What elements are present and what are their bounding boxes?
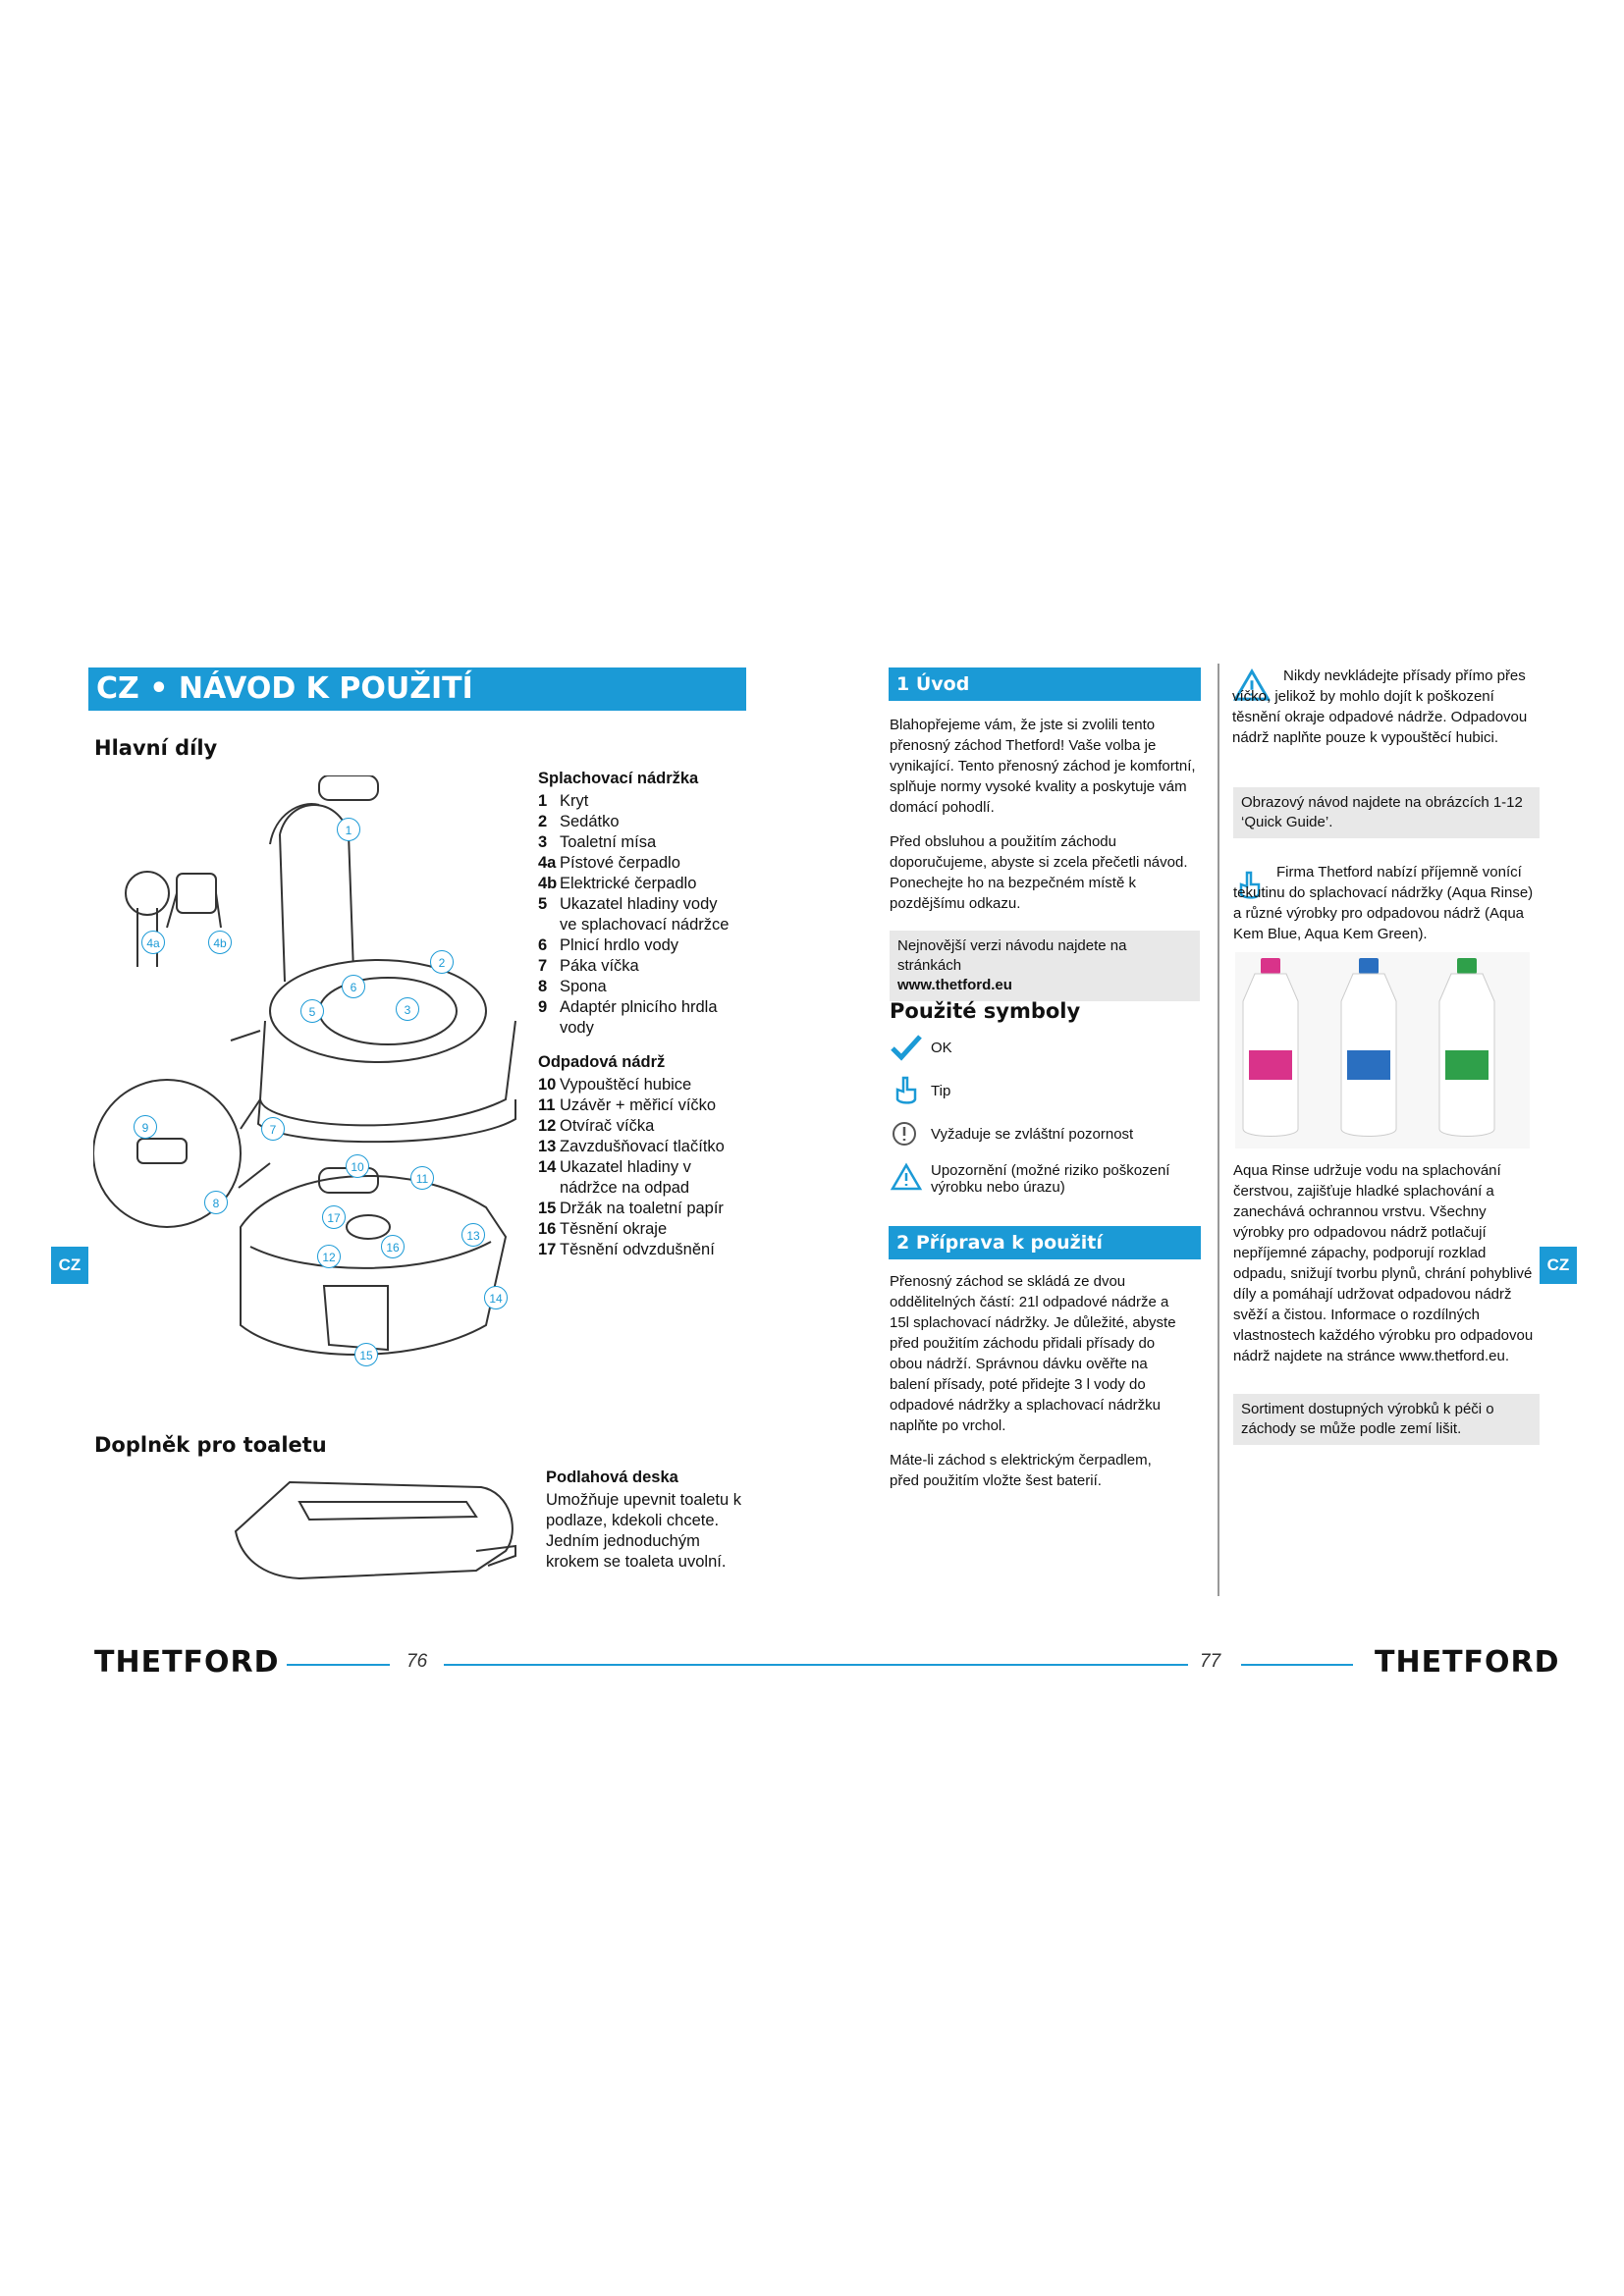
callout-number: 14 (484, 1286, 508, 1309)
part-item: 15 Držák na toaletní papír (538, 1200, 724, 1217)
product-bottles-image (1235, 952, 1530, 1148)
callout-number: 16 (381, 1235, 405, 1258)
callout-number: 7 (261, 1117, 285, 1141)
part-item: 2 Sedátko (538, 813, 620, 830)
callout-number: 8 (204, 1191, 228, 1214)
symbol-warning: Upozornění (možné riziko poškození výrobku nebo úrazu) (890, 1162, 1204, 1196)
website-note-box (890, 931, 1200, 1001)
floor-plate-block (546, 1468, 747, 1573)
page-number-right: 77 (1200, 1651, 1221, 1672)
callout-number: 10 (346, 1154, 369, 1178)
symbols-heading: Použité symboly (890, 999, 1081, 1023)
attention-icon (890, 1119, 923, 1148)
part-item: 10 Vypouštěcí hubice (538, 1076, 692, 1094)
footer-rule (444, 1664, 1188, 1666)
preparation-heading: 2 Příprava k použití (889, 1226, 1201, 1259)
main-parts-heading: Hlavní díly (94, 736, 218, 760)
thetford-logo-right: THETFORD (1375, 1645, 1560, 1680)
aqua-kem-green-bottle (1439, 958, 1494, 1137)
callout-number: 2 (430, 950, 454, 974)
part-item: 7 Páka víčka (538, 957, 639, 975)
aqua-products-text: Aqua Rinse udržuje vodu na splachování čerstvou, zajišťuje hladké splachování a zanechává ochrannou vrstvu. Všechny výrobky pro odpadovou nádrž potlačují nepříjemné zápachy, podporují rozklad odpadu, snižují tvorbu plynů, chrání pohyblivé díly a pomáhají udržovat odpadovou nádrž svěží a čistou. Informace o rozdílných vlastnostech každého výrobku pro odpadovou nádrž najdete na stránce www.thetford.eu. (1233, 1162, 1534, 1364)
page-title: CZ • NÁVOD K POUŽITÍ (88, 667, 746, 711)
symbol-tip: Tip (890, 1076, 1204, 1105)
part-item: 1 Kryt (538, 792, 589, 810)
callout-number: 4b (208, 931, 232, 954)
footer-rule (287, 1664, 390, 1666)
language-tab-right: CZ (1540, 1247, 1577, 1284)
symbols-list (890, 1033, 1204, 1209)
product-range-box: Sortiment dostupných výrobků k péči o záchody se může podle zemí lišit. (1233, 1394, 1540, 1445)
quick-guide-box: Obrazový návod najdete na obrázcích 1-12 ‘Quick Guide’. (1233, 787, 1540, 838)
callout-number: 11 (410, 1166, 434, 1190)
preparation-text (890, 1271, 1184, 1505)
accessory-heading: Doplněk pro toaletu (94, 1433, 327, 1457)
callout-number: 3 (396, 997, 419, 1021)
part-item: 14 Ukazatel hladiny v nádržce na odpad (538, 1158, 691, 1197)
callout-number: 13 (461, 1223, 485, 1247)
intro-text (890, 715, 1199, 928)
part-item: 9 Adaptér plnicího hrdla vody (538, 998, 718, 1037)
symbol-ok: OK (890, 1033, 1204, 1062)
part-item: 11 Uzávěr + měřicí víčko (538, 1096, 717, 1114)
language-tab-left: CZ (51, 1247, 88, 1284)
floor-plate-illustration (231, 1472, 525, 1590)
part-item: 13 Zavzdušňovací tlačítko (538, 1138, 725, 1155)
floor-plate-heading: Podlahová deska (546, 1468, 678, 1486)
checkmark-icon (890, 1033, 923, 1062)
thetford-logo-left: THETFORD (94, 1645, 280, 1680)
website-note-text: Nejnovější verzi návodu najdete na stránkách (897, 937, 1127, 974)
pointing-hand-icon (890, 1076, 923, 1105)
part-item: 3 Toaletní mísa (538, 833, 657, 851)
part-item: 8 Spona (538, 978, 607, 995)
part-item: 6 Plnicí hrdlo vody (538, 936, 679, 954)
callout-number: 12 (317, 1245, 341, 1268)
symbol-attention: Vyžaduje se zvláštní pozornost (890, 1119, 1204, 1148)
callout-number: 9 (134, 1115, 157, 1139)
warning-triangle-icon (890, 1162, 923, 1192)
part-item: 17 Těsnění odvzdušnění (538, 1241, 715, 1258)
part-item: 12 Otvírač víčka (538, 1117, 655, 1135)
part-item: 4a Pístové čerpadlo (538, 854, 680, 872)
flush-tank-parts (538, 769, 734, 1260)
part-item: 16 Těsnění okraje (538, 1220, 668, 1238)
callout-number: 15 (354, 1343, 378, 1366)
preparation-paragraph-2: Máte-li záchod s elektrickým čerpadlem, před použitím vložte šest baterií. (890, 1452, 1152, 1489)
part-item: 4b Elektrické čerpadlo (538, 875, 697, 892)
toilet-parts-illustration (93, 775, 535, 1404)
callout-number: 1 (337, 818, 360, 841)
preparation-paragraph-1: Přenosný záchod se skládá ze dvou oddělitelných částí: 21l odpadové nádrže a 15l splachovací nádržky. Je důležité, abyste před použitím záchodu přidali přísady do obou nádrží. Správnou dávku ověřte na balení přísady, poté přidejte 3 l vody do odpadové nádržky a splachovací nádržku naplňte po vrchol. (890, 1273, 1176, 1434)
intro-heading: 1 Úvod (889, 667, 1201, 701)
aqua-kem-blue-bottle (1341, 958, 1396, 1137)
warning-note: Nikdy nevkládejte přísady přímo přes víčko, jelikož by mohlo dojít k poškození těsnění okraje odpadové nádrže. Odpadovou nádrž naplňte pouze k vypouštěcí hubici. (1232, 667, 1528, 746)
intro-paragraph-1: Blahopřejeme vám, že jste si zvolili tento přenosný záchod Thetford! Vaše volba je vynikající. Tento přenosný záchod je komfortní, splňuje normy vysoké kvality a poskytuje vám domácí pohodlí. (890, 717, 1196, 816)
intro-paragraph-2: Před obsluhou a použitím záchodu doporučujeme, abyste si zcela přečetli návod. Ponechejte ho na bezpečném místě k pozdějšímu odkazu. (890, 833, 1188, 912)
page-number-left: 76 (406, 1651, 428, 1672)
callout-number: 5 (300, 999, 324, 1023)
flush-tank-heading: Splachovací nádržka (538, 770, 699, 787)
aqua-rinse-bottle (1243, 958, 1298, 1137)
callout-number: 6 (342, 975, 365, 998)
waste-tank-heading: Odpadová nádrž (538, 1053, 666, 1071)
column-divider (1218, 664, 1219, 1596)
part-item: 5 Ukazatel hladiny vody ve splachovací nádržce (538, 895, 730, 934)
callout-number: 4a (141, 931, 165, 954)
tip-note: Firma Thetford nabízí příjemně vonící tekutinu do splachovací nádržky (Aqua Rinse) a různé výrobky pro odpadovou nádrž (Aqua Kem Blue, Aqua Kem Green). (1233, 864, 1534, 942)
callout-number: 17 (322, 1205, 346, 1229)
website-url: www.thetford.eu (897, 977, 1012, 993)
floor-plate-text: Umožňuje upevnit toaletu k podlaze, kdekoli chcete. Jedním jednoduchým krokem se toaleta uvolní. (546, 1491, 742, 1571)
footer-rule (1241, 1664, 1353, 1666)
